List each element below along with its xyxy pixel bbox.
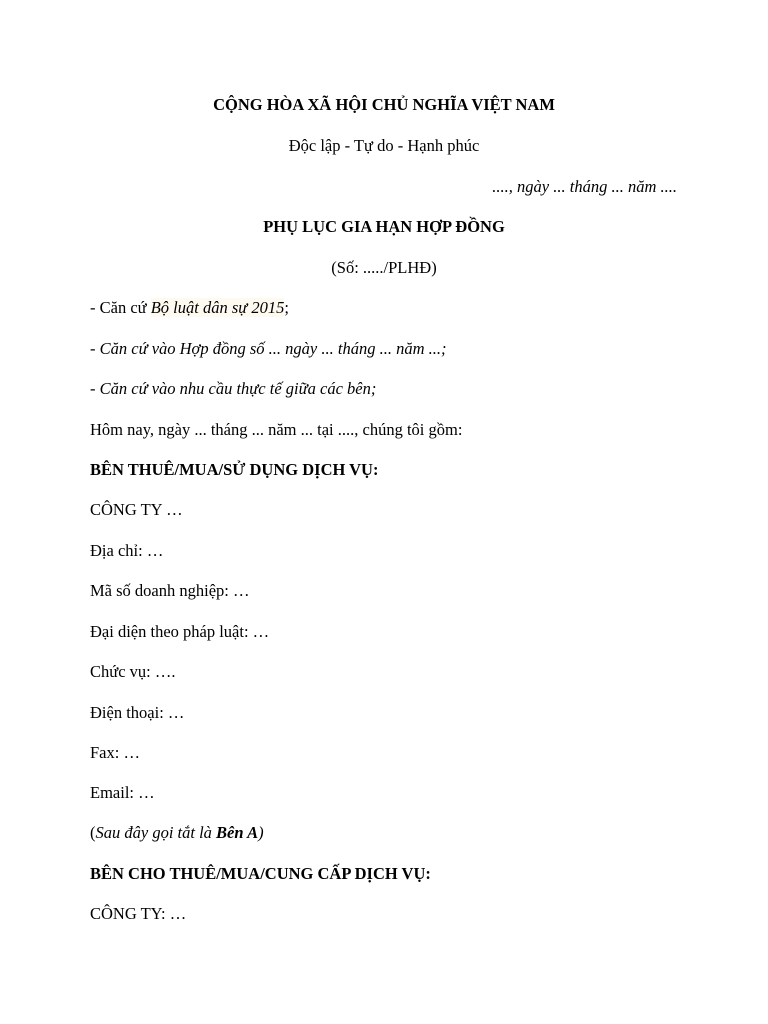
party-a-address: Địa chỉ: … [90,541,164,560]
national-title: CỘNG HÒA XÃ HỘI CHỦ NGHĨA VIỆT NAM [213,95,555,114]
party-b-heading: BÊN CHO THUÊ/MUA/CUNG CẤP DỊCH VỤ: [90,864,431,883]
party-a-representative: Đại diện theo pháp luật: … [90,622,270,641]
basis-contract: - Căn cứ vào Hợp đồng số ... ngày ... tháng ... năm ...; [90,339,447,358]
party-a-alias-text: Sau đây gọi tắt là [95,823,217,842]
party-a-fax: Fax: … [90,743,140,762]
document-number: (Số: ...../PLHĐ) [331,258,437,277]
party-b-company: CÔNG TY: … [90,904,187,923]
basis-needs: - Căn cứ vào nhu cầu thực tế giữa các bên; [90,379,377,398]
document-title: PHỤ LỤC GIA HẠN HỢP ĐỒNG [263,217,505,236]
motto: Độc lập - Tự do - Hạnh phúc [288,136,480,155]
party-a-alias-open: ( [90,823,96,842]
civil-code-link-text: Bộ luật dân sự 2015 [150,298,285,317]
party-a-position: Chức vụ: …. [90,662,176,681]
party-a-company: CÔNG TY … [90,500,183,519]
basis-civil-code [90,298,289,318]
party-a-heading: BÊN THUÊ/MUA/SỬ DỤNG DỊCH VỤ: [90,460,379,479]
party-a-alias [90,823,264,843]
basis-civil-code-suffix: ; [284,298,289,317]
party-a-alias-name: Bên A [216,823,259,842]
intro-line: Hôm nay, ngày ... tháng ... năm ... tại ...., chúng tôi gồm: [90,420,463,439]
basis-civil-code-prefix: - Căn cứ [90,298,151,317]
party-a-phone: Điện thoại: … [90,703,185,722]
party-a-email: Email: … [90,783,155,802]
date-line: ...., ngày ... tháng ... năm .... [492,177,677,196]
party-a-tax-code: Mã số doanh nghiệp: … [90,581,250,600]
party-a-alias-close: ) [258,823,264,842]
